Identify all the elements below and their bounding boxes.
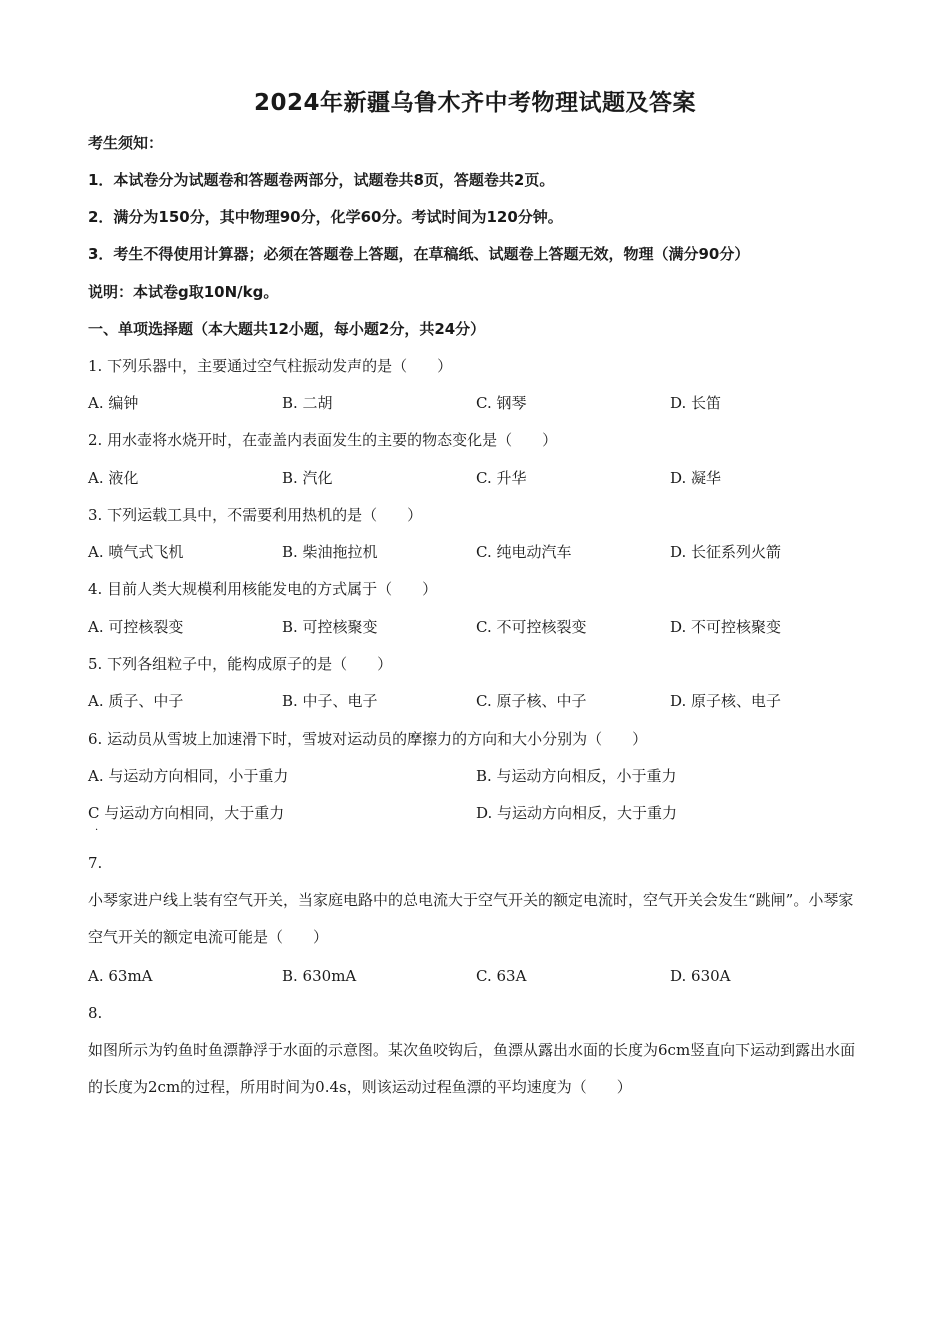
- option-d: D. 原子核、电子: [670, 692, 782, 710]
- notice-item-1: 1．本试卷分为试题卷和答题卷两部分，试题卷共8页，答题卷共2页。: [88, 171, 555, 189]
- option-c: C. 纯电动汽车: [476, 543, 572, 561]
- option-b: B. 柴油拖拉机: [282, 543, 378, 561]
- option-a: A. 编钟: [88, 394, 139, 412]
- option-b: B. 与运动方向相反，小于重力: [476, 767, 677, 785]
- question-3-stem: 3. 下列运载工具中，不需要利用热机的是（ ）: [88, 506, 423, 524]
- question-2-stem: 2. 用水壶将水烧开时，在壶盖内表面发生的主要的物态变化是（ ）: [88, 431, 558, 449]
- notice-heading: 考生须知：: [88, 134, 164, 152]
- question-5-stem: 5. 下列各组粒子中，能构成原子的是（ ）: [88, 655, 393, 673]
- option-b: B. 630mA: [282, 967, 357, 985]
- question-4-options: [88, 616, 868, 638]
- page-title: 2024年新疆乌鲁木齐中考物理试题及答案: [253, 90, 696, 116]
- option-a: A. 63mA: [88, 967, 153, 985]
- question-2-options: [88, 467, 868, 489]
- option-a: A. 与运动方向相同，小于重力: [88, 767, 289, 785]
- question-1-options: [88, 392, 868, 414]
- option-d: D. 长征系列火箭: [670, 543, 782, 561]
- option-d: D. 长笛: [670, 394, 722, 412]
- option-b: B. 二胡: [282, 394, 333, 412]
- option-c: C. 63A: [476, 967, 527, 985]
- question-1-stem: 1. 下列乐器中，主要通过空气柱振动发声的是（ ）: [88, 357, 453, 375]
- notice-item-2: 2．满分为150分，其中物理90分，化学60分。考试时间为120分钟。: [88, 208, 563, 226]
- question-6-stem: 6. 运动员从雪坡上加速滑下时，雪坡对运动员的摩擦力的方向和大小分别为（ ）: [88, 730, 648, 748]
- option-b: B. 可控核聚变: [282, 618, 378, 636]
- question-3-options: [88, 541, 868, 563]
- option-c: C. 钢琴: [476, 394, 527, 412]
- notice-note: 说明：本试卷g取10N/kg。: [88, 283, 279, 301]
- question-7-stem: 小琴家进户线上装有空气开关，当家庭电路中的总电流大于空气开关的额定电流时，空气开关会发生“跳闸”。小琴家空气开关的额定电流可能是（ ）: [88, 891, 854, 946]
- question-7-number: 7.: [88, 854, 103, 872]
- option-a: A. 质子、中子: [88, 692, 184, 710]
- option-d: D. 630A: [670, 967, 731, 985]
- option-a: A. 喷气式飞机: [88, 543, 184, 561]
- option-c: C. 升华: [476, 469, 527, 487]
- stray-dot-mark: ·: [95, 825, 99, 836]
- option-b: B. 中子、电子: [282, 692, 378, 710]
- question-4-stem: 4. 目前人类大规模利用核能发电的方式属于（ ）: [88, 580, 438, 598]
- question-6-options-row-2: [88, 802, 868, 824]
- question-6-options-row-1: [88, 765, 868, 787]
- option-a: A. 液化: [88, 469, 139, 487]
- option-d: D. 不可控核聚变: [670, 618, 782, 636]
- section-heading: 一、单项选择题（本大题共12小题，每小题2分，共24分）: [88, 320, 486, 338]
- question-8-stem: 如图所示为钓鱼时鱼漂静浮于水面的示意图。某次鱼咬钩后，鱼漂从露出水面的长度为6cm竖直向下运动到露出水面的长度为2cm的过程，所用时间为0.4s，则该运动过程鱼漂的平均速度为（ ）: [88, 1041, 856, 1096]
- option-a: A. 可控核裂变: [88, 618, 184, 636]
- option-b: B. 汽化: [282, 469, 333, 487]
- notice-item-3: 3．考生不得使用计算器；必须在答题卷上答题，在草稿纸、试题卷上答题无效，物理（满分90分）: [88, 245, 750, 263]
- question-8-number: 8.: [88, 1004, 103, 1022]
- option-c: C. 不可控核裂变: [476, 618, 587, 636]
- question-7-options: [88, 965, 868, 987]
- option-c: C 与运动方向相同，大于重力: [88, 804, 285, 822]
- question-5-options: [88, 690, 868, 712]
- option-d: D. 与运动方向相反，大于重力: [476, 804, 678, 822]
- option-c: C. 原子核、中子: [476, 692, 587, 710]
- option-d: D. 凝华: [670, 469, 722, 487]
